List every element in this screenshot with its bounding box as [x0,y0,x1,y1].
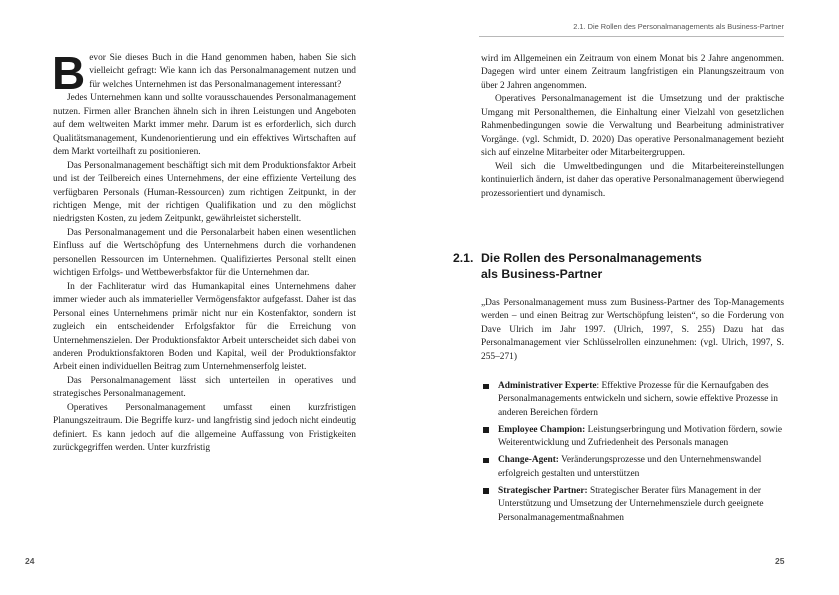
list-item [481,454,784,481]
role-term: Strategischer Partner: [498,485,588,496]
body-paragraph: In der Fachliteratur wird das Humankapital eines Unternehmens daher immer wieder auch als immaterieller Vermögensfaktor aufgefasst. Daher ist das Personal eines Unternehmens primär nicht nur ein Kostenfaktor, sondern ist zugleich ein entscheidender Erfolgsfaktor für die Erreichung von Unternehmenszielen. Der Produktionsfaktor Arbeit unterscheidet sich dabei von anderen Produktionsfaktoren Boden und Kapital, weil der Produktionsfaktor Arbeit einen individuellen Beitrag zum Unternehmenserfolg leistet. [53,281,356,373]
section-title-line1: Die Rollen des Personalmanagements [481,251,702,265]
role-term: Administrativer Experte [498,381,597,391]
square-bullet-icon [483,488,489,494]
role-description: Leistungserbringung und Motivation fördern, sowie Weiterentwicklung und Zufriedenheit des Personals managen [498,424,783,449]
left-page [0,0,419,595]
list-item [481,485,784,525]
page-number-left: 24 [25,556,35,566]
quote-text: „Das Personalmanagement muss zum Business-Partner des Top-Managements werden – und einen Beitrag zur Wertschöpfung leisten“, so die Forderung von Dave Ulrich im Jahr 1997. (Ulrich, 1997, S. 255) Dazu hat das Personalmanagement vier Schlüsselrollen einzunehmen: (vgl. Ulrich, 1997, S. 255–271) [481,298,784,362]
quote-paragraph [481,297,784,364]
square-bullet-icon [483,458,489,464]
right-page [420,0,839,595]
intro-paragraph-text: evor Sie dieses Buch in die Hand genommen haben, haben Sie sich vielleicht gefragt: Wie kann ich das Personalmanagement nutzen und für welches Unternehmen ist das Personalmanagement interessant? [89,53,356,90]
page-number-right: 25 [775,556,785,566]
square-bullet-icon [483,384,489,390]
role-term: Change-Agent: [498,455,559,466]
section-heading [453,250,773,282]
left-page-body [52,47,356,456]
body-paragraph: Das Personalmanagement lässt sich unterteilen in operatives und strategisches Personalmanagement. [53,375,356,400]
body-paragraph: Das Personalmanagement beschäftigt sich mit dem Produktionsfaktor Arbeit und ist der Teilbereich eines Unternehmens, der eine effiziente Verteilung des verfügbaren Personals (Human-Ressourcen) zum richtigen Zeitpunkt, in der richtigen Menge, mit der richtigen Qualifikation und zu den möglichst niedrigsten Kosten, zu jedem Zeitpunkt, gewährleistet sicherstellt. [53,160,356,225]
body-paragraph: wird im Allgemeinen ein Zeitraum von einem Monat bis 2 Jahre angenommen. Dagegen wird unter einem Zeitraum langfristigen ein Planungszeitraum von über 2 Jahren angenommen. [481,54,784,91]
body-paragraph: Operatives Personalmanagement ist die Umsetzung und der praktische Umgang mit Personalthemen, die Einhaltung einer Vielzahl von gesetzlichen Rahmenbedingungen sowie die Verwaltung und Bearbeitung administrativer Vorgänge. (vgl. Schmidt, D. 2020) Das operative Personalmanagement bezieht sich auf einzelne Mitarbeiter oder Mitarbeitergruppen. [481,94,784,159]
section-number: 2.1. [453,251,474,265]
square-bullet-icon [483,427,489,433]
header-divider [479,36,784,37]
role-description: : Effektive Prozesse für die Kernaufgaben des Personalmanagements entwickeln und sichern, sowie effektive Prozesse in anderen Bereichen fördern [498,381,778,418]
role-description: Strategischer Berater fürs Management in der Unterstützung und Umsetzung der Unternehmensziele durch geeignete Personalmanagementmaßnahmen [498,485,764,523]
role-term: Employee Champion: [498,424,586,435]
section-title-line2: als Business-Partner [481,267,603,281]
running-header: 2.1. Die Rollen des Personalmanagements als Business-Partner [573,22,784,31]
intro-paragraph [52,47,356,99]
role-description: Veränderungsprozesse und den Unternehmenswandel erfolgreich gestalten und unterstützen [498,455,762,479]
list-item [481,380,784,420]
list-item [481,424,784,451]
body-paragraph: Operatives Personalmanagement umfasst einen kurzfristigen Planungszeitraum. Die Begriffe kurz- und langfristig sind jedoch nicht eindeutig definiert. Es kann jedoch auf die allgemeine Auffassung von Fristigkeiten zurückgegriffen werden. Unter kurzfristig [53,402,356,454]
body-paragraph: Weil sich die Umweltbedingungen und die Mitarbeitereinstellungen kontinuierlich ändern, ist daher das operative Personalmanagement überwiegend prozessorientiert und dynamisch. [481,161,784,199]
right-page-body [481,53,784,201]
roles-list [481,380,784,529]
body-paragraph: Jedes Unternehmen kann und sollte vorausschauendes Personalmanagement nutzen. Firmen aller Branchen ähneln sich in ihren Leistungen und Angeboten auf dem weltweiten Markt immer mehr. Darum ist es erforderlich, sich durch Qualitätsmanagement, Kundenorientierung und ein effektives Wirtschaften auf dem Markt vorteilhaft zu positionieren. [53,93,356,158]
body-paragraph: Das Personalmanagement und die Personalarbeit haben einen wesentlichen Einfluss auf die Wertschöpfung des Unternehmens durch die vorhandenen personellen Ressourcen im Unternehmen. Qualifiziertes Personal stellt einen wichtigen Erfolgs- und Wettbewerbsfaktor für die Unternehmen dar. [53,227,356,279]
drop-cap: B [52,47,86,99]
